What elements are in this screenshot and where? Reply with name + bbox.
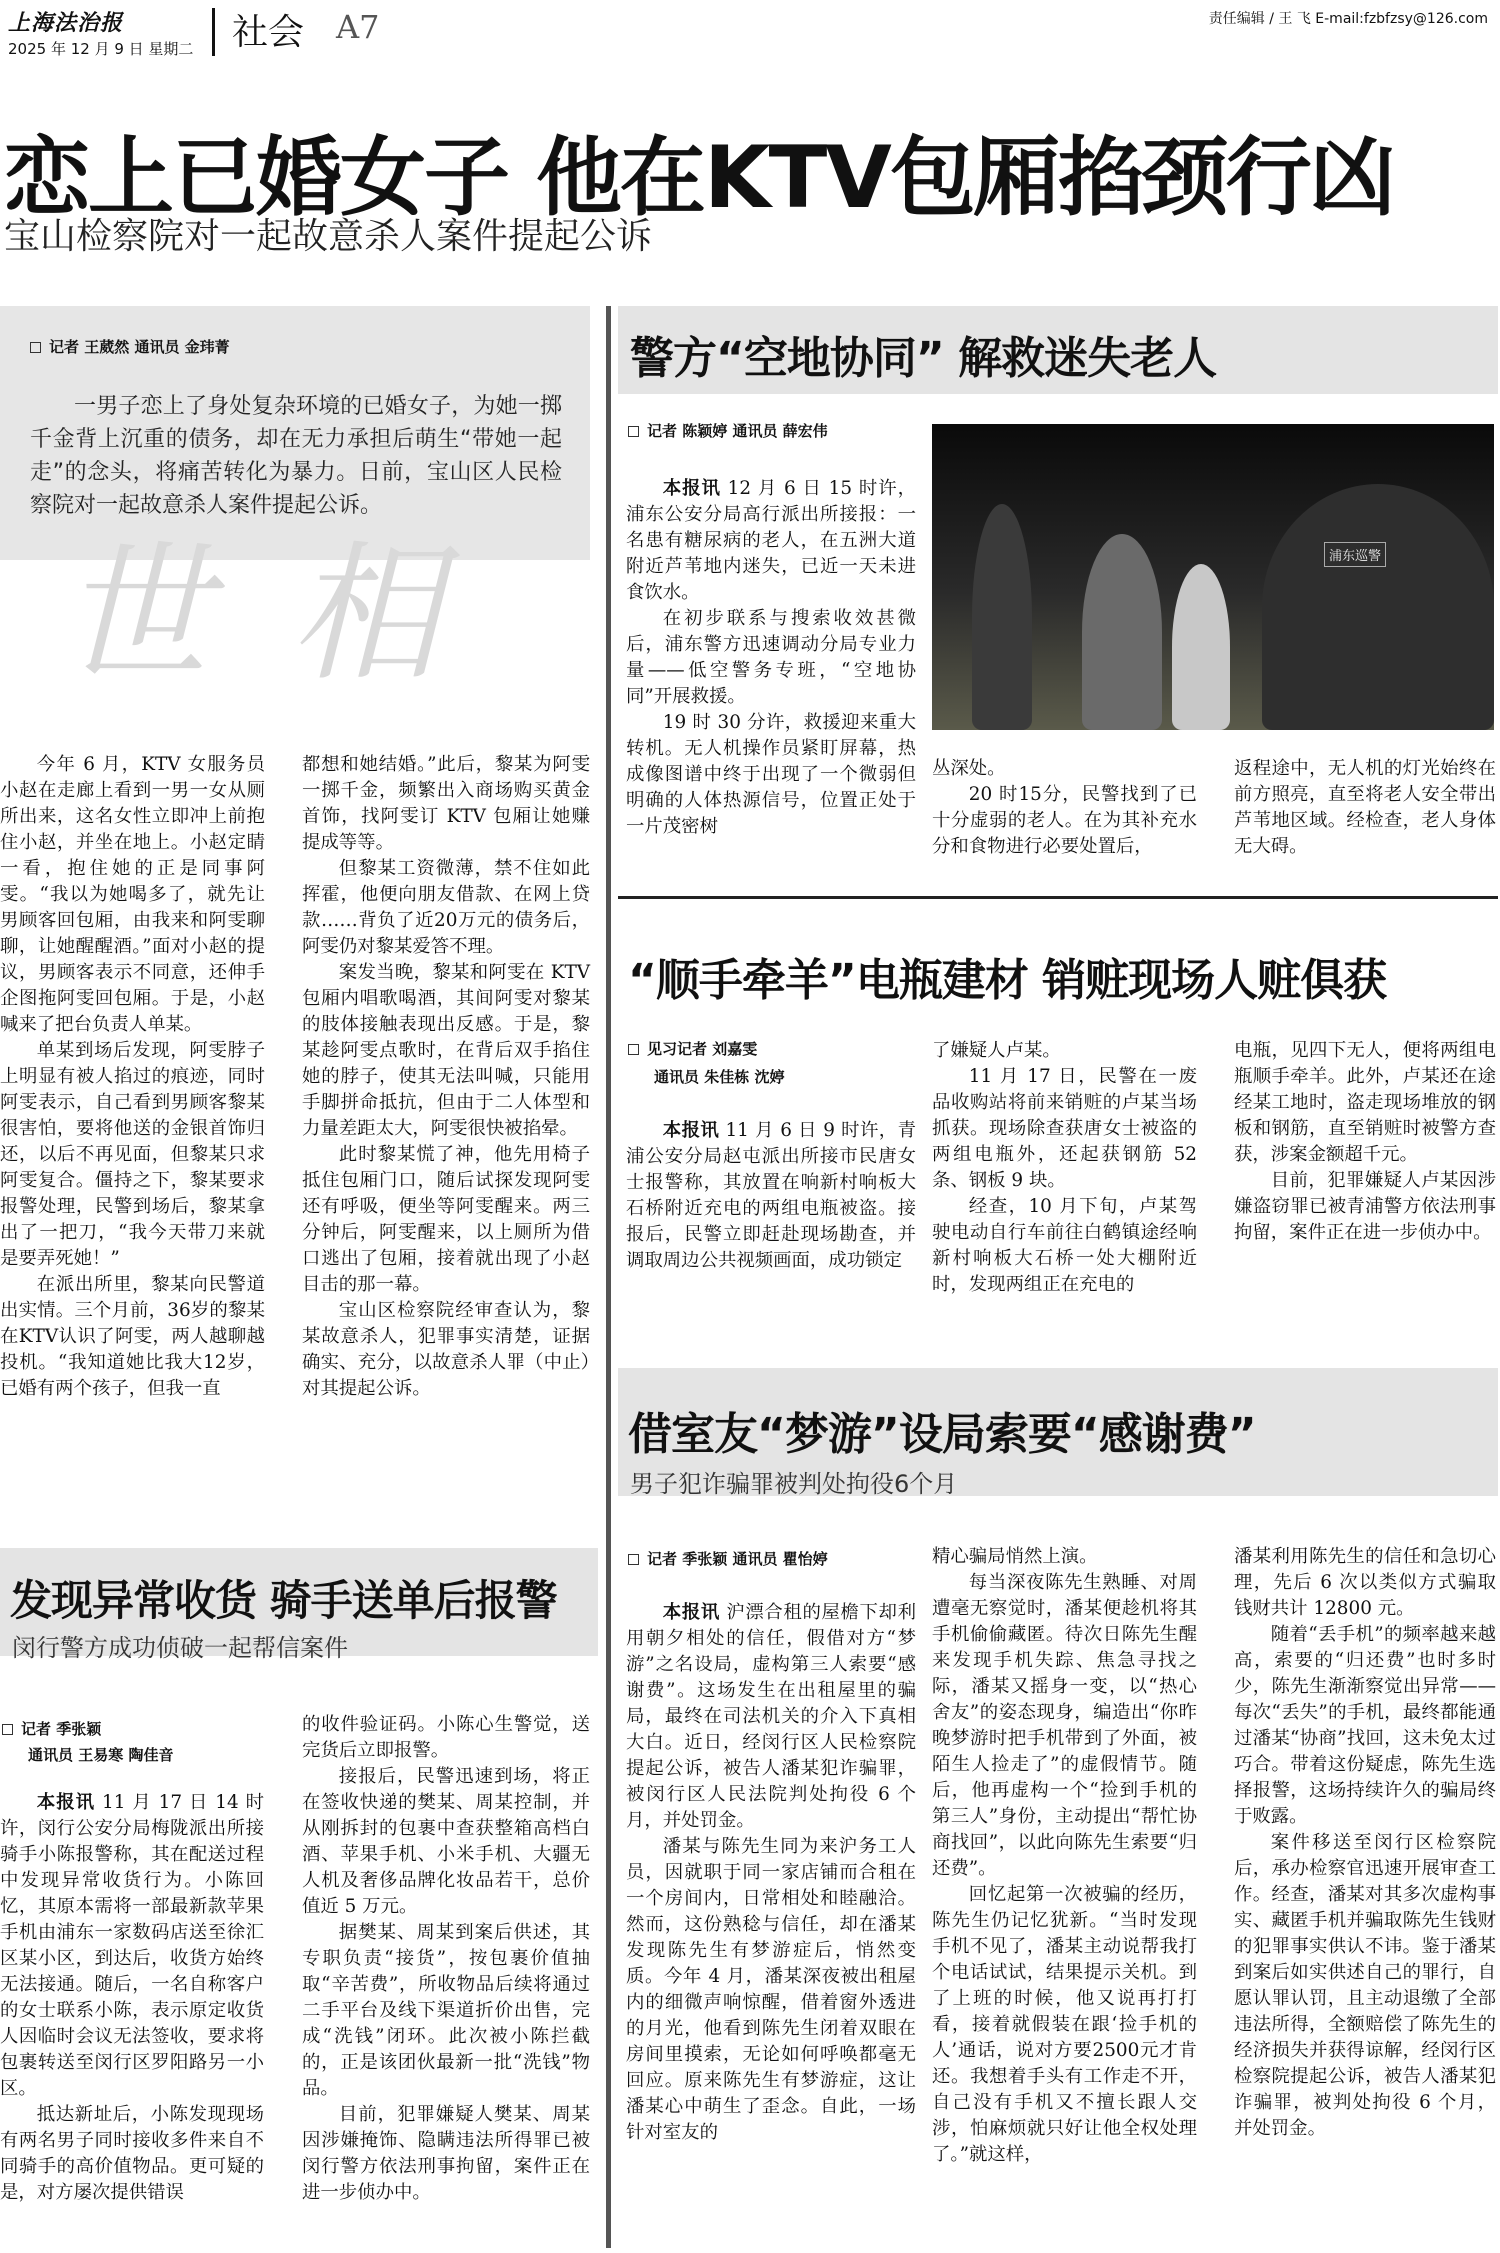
paragraph-text: 沪漂合租的屋檐下却利用朝夕相处的信任，假借对方“梦游”之名设局，虚构第三人索要“感谢费”。这场发生在出租屋里的骗局，最终在司法机关的介入下真相大白。近日，经闵行区人民检察院提起公诉，被告人潘某犯诈骗罪，被闵行区人民法院判处拘役 6 个月，并处罚金。 bbox=[626, 1602, 916, 1831]
paragraph: 精心骗局悄然上演。 bbox=[932, 1546, 1098, 1567]
paragraph: 在初步联系与搜索收效甚微后，浦东警方迅速调动分局专业力量——低空警务专班，“空地协同”开展救援。 bbox=[626, 608, 916, 707]
paragraph: 此时黎某慌了神，他先用椅子抵住包厢门口，随后试探发现阿雯还有呼吸，便坐等阿雯醒来。两三分钟后，阿雯醒来，以上厕所为借口逃出了包厢，接着就出现了小赵目击的那一幕。 bbox=[302, 1144, 590, 1295]
paragraph: 的收件验证码。小陈心生警觉，送完货后立即报警。 bbox=[302, 1714, 590, 1761]
main-story-col2 bbox=[302, 752, 590, 1402]
story2-col3 bbox=[1234, 756, 1496, 860]
paragraph: 目前，犯罪嫌疑人樊某、周某因涉嫌掩饰、隐瞒违法所得罪已被闵行警方依法刑事拘留，案件正在进一步侦办中。 bbox=[302, 2104, 590, 2203]
paragraph: 宝山区检察院经审查认为，黎某故意杀人，犯罪事实清楚，证据确实、充分，以故意杀人罪（中止）对其提起公诉。 bbox=[302, 1300, 590, 1399]
paragraph-text: 11 月 17 日 14 时许，闵行公安分局梅陇派出所接骑手小陈报警称，其在配送过程中发现异常收货行为。小陈回忆，其原本需将一部最新款苹果手机由浦东一家数码店送至徐汇区某小区，到达后，收货方始终无法接通。随后，一名自称客户的女士联系小陈，表示原定收货人因临时会议无法签收，要求将包裹转送至闵行区罗阳路另一小区。 bbox=[0, 1792, 264, 2099]
main-headline: 恋上已婚女子 他在KTV包厢掐颈行凶 bbox=[4, 128, 1394, 228]
story4-col2 bbox=[932, 1544, 1197, 2168]
byline-text: 记者 陈颖婷 通讯员 薛宏伟 bbox=[647, 422, 828, 440]
story5-headline: 发现异常收货 骑手送单后报警 bbox=[10, 1576, 557, 1625]
police-officer-figure bbox=[1262, 484, 1494, 730]
paragraph: 每当深夜陈先生熟睡、对周遭毫无察觉时，潘某便趁机将其手机偷偷藏匿。待次日陈先生醒来发现手机失踪、焦急寻找之际，潘某又摇身一变，以“热心舍友”的姿态现身，编造出“你昨晚梦游时把手机带到了外面，被陌生人捡走了”的虚假情节。随后，他再虚构一个“捡到手机的第三人”身份，主动提出“帮忙协商找回”，以此向陈先生索要“归还费”。 bbox=[932, 1572, 1197, 1879]
paragraph: 在派出所里，黎某向民警道出实情。三个月前，36岁的黎某在KTV认识了阿雯，两人越聊越投机。“我知道她比我大12岁，已婚有两个孩子，但我一直 bbox=[0, 1274, 265, 1399]
paragraph: 了嫌疑人卢某。 bbox=[932, 1040, 1061, 1061]
header-divider bbox=[212, 8, 215, 56]
story5-byline bbox=[2, 1716, 101, 1742]
editor-credit: 责任编辑 / 王 飞 E-mail:fzbfzsy@126.com bbox=[1208, 11, 1488, 27]
paragraph: 单某到场后发现，阿雯脖子上明显有被人掐过的痕迹，同时阿雯表示，自己看到男顾客黎某很害怕，要将他送的金银首饰归还，以后不再见面，但黎某只求阿雯复合。僵持之下，黎某要求报警处理，民警到场后，黎某拿出了一把刀，“我今天带刀来就是要弄死她！” bbox=[0, 1040, 265, 1269]
newspaper-logo: 上海法治报 bbox=[8, 10, 124, 36]
paragraph bbox=[626, 476, 916, 606]
story3-headline: “顺手牵羊”电瓶建材 销赃现场人赃俱获 bbox=[628, 955, 1387, 1006]
story3-byline bbox=[628, 1036, 757, 1062]
paragraph: 都想和她结婚。”此后，黎某为阿雯一掷千金，频繁出入商场购买黄金首饰，找阿雯订 KTV 包厢让她赚提成等等。 bbox=[302, 754, 590, 853]
square-icon bbox=[628, 1554, 639, 1565]
issue-date: 2025 年 12 月 9 日 星期二 bbox=[8, 40, 194, 58]
person-figure bbox=[1082, 534, 1162, 730]
paragraph: 今年 6 月，KTV 女服务员小赵在走廊上看到一男一女从厕所出来，这名女性立即冲上前抱住小赵，并坐在地上。小赵定睛一看，抱住她的正是同事阿雯。“我以为她喝多了，就先让男顾客回包厢，由我来和阿雯聊聊，让她醒醒酒。”面对小赵的提议，男顾客表示不同意，还伸手企图拖阿雯回包厢。于是，小赵喊来了把台负责人单某。 bbox=[0, 754, 265, 1035]
story3-byline2: 通讯员 朱佳栋 沈婷 bbox=[654, 1068, 785, 1086]
paragraph-text: 12 月 6 日 15 时许，浦东公安分局高行派出所接报：一名患有糖尿病的老人，在五洲大道附近芦苇地内迷失，已近一天未进食饮水。 bbox=[626, 478, 916, 603]
paragraph: 接报后，民警迅速到场，将正在签收快递的樊某、周某控制，并从刚拆封的包裹中查获整箱高档白酒、苹果手机、小米手机、大疆无人机及奢侈品牌化妆品若干，总价值近 5 万元。 bbox=[302, 1766, 590, 1917]
police-badge: 浦东巡警 bbox=[1324, 542, 1386, 567]
paragraph: 案件移送至闵行区检察院后，承办检察官迅速开展审查工作。经查，潘某对其多次虚构事实、藏匿手机并骗取陈先生钱财的犯罪事实供认不讳。鉴于潘某到案后如实供述自己的罪行，自愿认罪认罚，且主动退缴了全部违法所得，全额赔偿了陈先生的经济损失并获得谅解，经闵行区检察院提起公诉，被告人潘某犯诈骗罪，被判处拘役 6 个月，并处罚金。 bbox=[1234, 1832, 1496, 2139]
paragraph: 潘某与陈先生同为来沪务工人员，因就职于同一家店铺而合租在一个房间内，日常相处和睦融洽。然而，这份熟稔与信任，却在潘某发现陈先生有梦游症后，悄然变质。今年 4 月，潘某深夜被出租屋内的细微声响惊醒，借着窗外透进的月光，他看到陈先生闭着双眼在房间里摸索，无论如何呼唤都毫无回应。原来陈先生有梦游症，这让潘某心中萌生了歪念。自此，一场针对室友的 bbox=[626, 1836, 916, 2143]
paragraph: 20 时15分，民警找到了已十分虚弱的老人。在为其补充水分和食物进行必要处置后， bbox=[932, 784, 1197, 857]
story4-col1 bbox=[626, 1600, 916, 2146]
paragraph: 丛深处。 bbox=[932, 758, 1006, 779]
square-icon bbox=[628, 1044, 639, 1055]
square-icon bbox=[2, 1724, 13, 1735]
story2-col1 bbox=[626, 476, 916, 840]
paragraph bbox=[626, 1118, 916, 1274]
paragraph: 电瓶，见四下无人，便将两组电瓶顺手牵羊。此外，卢某还在途经某工地时，盗走现场堆放的钢板和钢筋，直至销赃时被警方查获，涉案金额超千元。 bbox=[1234, 1040, 1496, 1165]
byline-text: 见习记者 刘嘉雯 bbox=[647, 1040, 758, 1058]
story3-col1 bbox=[626, 1118, 916, 1274]
paragraph: 经查，10 月下旬，卢某驾驶电动自行车前往白鹤镇途经响新村响板大石桥一处大棚附近时，发现两组正在充电的 bbox=[932, 1196, 1197, 1295]
section-name: 社会 bbox=[232, 12, 305, 53]
story4-headline: 借室友“梦游”设局索要“感谢费” bbox=[628, 1409, 1256, 1460]
lead-paragraph: 一男子恋上了身处复杂环境的已婚女子，为她一掷千金背上沉重的债务，却在无力承担后萌生“带她一起走”的念头，将痛苦转化为暴力。日前，宝山区人民检察院对一起故意杀人案件提起公诉。 bbox=[30, 394, 562, 518]
byline-text: 记者 季张颖 bbox=[21, 1720, 102, 1738]
paragraph bbox=[626, 1600, 916, 1834]
lead-tag: 本报讯 bbox=[662, 1602, 720, 1623]
lead-tag: 本报讯 bbox=[662, 478, 721, 499]
column-logo: 世相 bbox=[60, 540, 521, 690]
paragraph: 潘某利用陈先生的信任和急切心理，先后 6 次以类似方式骗取钱财共计 12800 元。 bbox=[1234, 1546, 1496, 1619]
story3-col3 bbox=[1234, 1038, 1496, 1246]
main-story-col1 bbox=[0, 752, 265, 1402]
paragraph: 回忆起第一次被骗的经历，陈先生仍记忆犹新。“当时发现手机不见了，潘某主动说帮我打个电话试试，结果提示关机。到了上班的时候，他又说再打打看，接着就假装在跟‘捡手机的人’通话，说对方要2500元才肯还。我想着手头有工作走不开，自己没有手机又不擅长跟人交涉，怕麻烦就只好让他全权处理了。”就这样， bbox=[932, 1884, 1197, 2165]
story2-headline: 警方“空地协同” 解救迷失老人 bbox=[630, 333, 1217, 384]
lead-tag: 本报讯 bbox=[36, 1792, 96, 1813]
paragraph: 返程途中，无人机的灯光始终在前方照亮，直至将老人安全带出芦苇地区域。经检查，老人身体无大碍。 bbox=[1234, 758, 1496, 857]
paragraph bbox=[0, 1790, 264, 2102]
paragraph: 抵达新址后，小陈发现现场有两名男子同时接收多件来自不同骑手的高价值物品。更可疑的是，对方屡次提供错误 bbox=[0, 2104, 264, 2203]
main-subheadline: 宝山检察院对一起故意杀人案件提起公诉 bbox=[4, 216, 653, 257]
story5-col1 bbox=[0, 1790, 264, 2206]
square-icon bbox=[30, 342, 41, 353]
story5-col2 bbox=[302, 1712, 590, 2206]
story4-byline bbox=[628, 1546, 828, 1572]
main-byline bbox=[30, 334, 230, 360]
story5-subheadline: 闵行警方成功侦破一起帮信案件 bbox=[12, 1634, 348, 1662]
byline-text: 记者 王葳然 通讯员 金玮菁 bbox=[49, 338, 230, 356]
byline-text: 记者 季张颖 通讯员 瞿怡婷 bbox=[647, 1550, 828, 1568]
rescue-photo bbox=[932, 424, 1494, 730]
story4-subheadline: 男子犯诈骗罪被判处拘役6个月 bbox=[630, 1470, 958, 1498]
story4-col3 bbox=[1234, 1544, 1496, 2142]
column-divider bbox=[606, 306, 611, 2248]
paragraph: 目前，犯罪嫌疑人卢某因涉嫌盗窃罪已被青浦警方依法刑事拘留，案件正在进一步侦办中。 bbox=[1234, 1170, 1496, 1243]
paragraph: 案发当晚，黎某和阿雯在 KTV 包厢内唱歌喝酒，其间阿雯对黎某的肢体接触表现出反感。于是，黎某趁阿雯点歌时，在背后双手掐住她的脖子，使其无法叫喊，只能用手脚拼命抵抗，但由于二人体型和力量差距太大，阿雯很快被掐晕。 bbox=[302, 962, 590, 1139]
elderly-person-figure bbox=[1172, 564, 1230, 730]
paragraph-text: 11 月 6 日 9 时许，青浦公安分局赵屯派出所接市民唐女士报警称，其放置在响新村响板大石桥附近充电的两组电瓶被盗。接报后，民警立即赶赴现场勘查，并调取周边公共视频画面，成功锁定 bbox=[626, 1120, 916, 1271]
story5-byline2: 通讯员 王易寒 陶佳音 bbox=[28, 1746, 174, 1764]
paragraph: 11 月 17 日，民警在一废品收购站将前来销赃的卢某当场抓获。现场除查获唐女士被盗的两组电瓶外，还起获钢筋 52 条、钢板 9 块。 bbox=[932, 1066, 1197, 1191]
section-rule bbox=[618, 896, 1498, 899]
square-icon bbox=[628, 426, 639, 437]
lead-tag: 本报讯 bbox=[662, 1120, 720, 1141]
paragraph: 据樊某、周某到案后供述，其专职负责“接货”，按包裹价值抽取“辛苦费”，所收物品后续将通过二手平台及线下渠道折价出售，完成“洗钱”闭环。此次被小陈拦截的，正是该团伙最新一批“洗钱”物品。 bbox=[302, 1922, 590, 2099]
paragraph: 随着“丢手机”的频率越来越高，索要的“归还费”也时多时少，陈先生渐渐察觉出异常——每次“丢失”的手机，最终都能通过潘某“协商”找回，这未免太过巧合。带着这份疑虑，陈先生选择报警，这场持续许久的骗局终于败露。 bbox=[1234, 1624, 1496, 1827]
story3-col2 bbox=[932, 1038, 1197, 1298]
story2-byline bbox=[628, 418, 828, 444]
person-figure bbox=[972, 504, 1032, 730]
paragraph: 19 时 30 分许，救援迎来重大转机。无人机操作员紧盯屏幕，热成像图谱中终于出现了一个微弱但明确的人体热源信号，位置正处于一片茂密树 bbox=[626, 712, 916, 837]
page-number: A7 bbox=[336, 8, 380, 46]
paragraph: 但黎某工资微薄，禁不住如此挥霍，他便向朋友借款、在网上贷款……背负了近20万元的债务后，阿雯仍对黎某爱答不理。 bbox=[302, 858, 590, 957]
story2-col2 bbox=[932, 756, 1197, 860]
